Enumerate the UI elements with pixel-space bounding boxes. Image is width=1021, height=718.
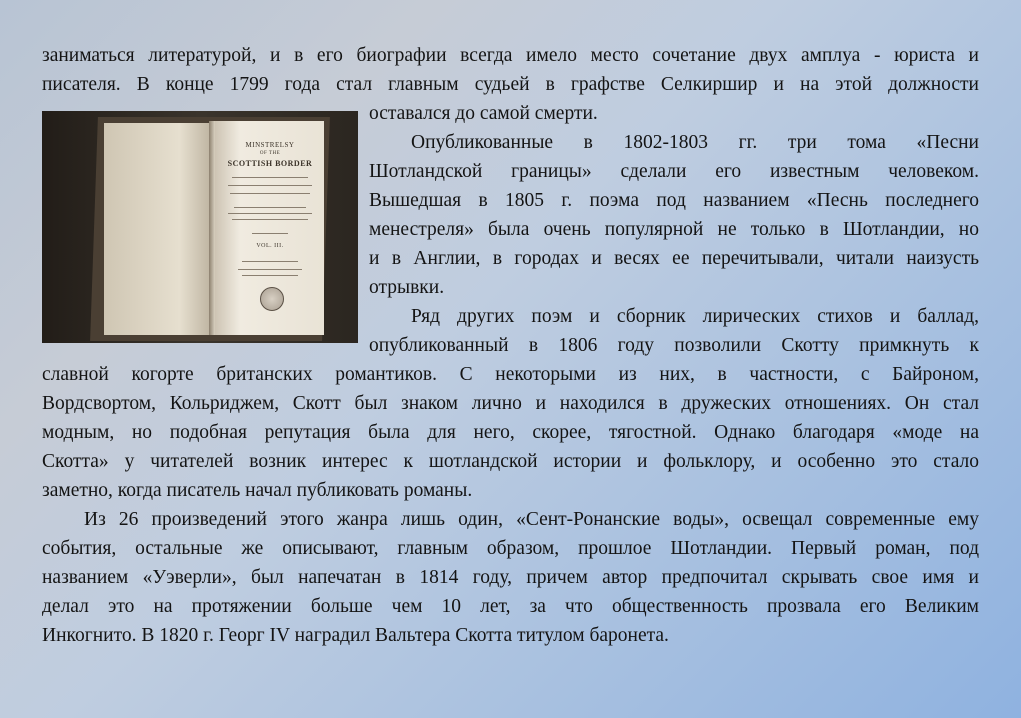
text-line: делал это на протяжении больше чем 10 лет, за что общественность прозвала его Великим [42,596,979,617]
text-line: Из 26 произведений этого жанра лишь один, «Сент-Ронанские воды», освещал современные ему [84,509,979,530]
text-line: Ряд других поэм и сборник лирических стихов и баллад, [411,306,979,327]
text-line: отрывки. [369,277,445,298]
text-line: менестреля» была очень популярной не только в Шотландии, но [369,219,979,240]
text-line: опубликованный в 1806 году позволили Скотту примкнуть к [369,335,979,356]
text-line: Вордсвортом, Кольриджем, Скотт был знаком лично и находился в дружеских отношениях. Он стал [42,393,979,414]
text-line: и в Англии, в городах и весях ее перечитывали, читали наизусть [369,248,979,269]
text-line: оставался до самой смерти. [369,103,598,124]
text-line: Инкогнито. В 1820 г. Георг IV наградил Вальтера Скотта титулом баронета. [42,625,669,646]
text-line: модным, но подобная репутация была для него, скорее, тягостной. Однако благодаря «моде на [42,422,979,443]
book-title-line-2: OF THE [259,151,281,156]
paragraph-4 [42,505,979,650]
paragraph-1-wide [42,41,979,99]
text-line: названием «Уэверли», был напечатан в 1814 году, причем автор предпочитал скрывать свое имя и [42,567,979,588]
printer-seal-icon [260,287,284,311]
book-volume-label: VOL. III. [256,243,284,249]
text-line: заниматься литературой, и в его биографии всегда имело место сочетание двух амплуа - юриста и [42,45,979,66]
text-line: Шотландской границы» сделали его известным человеком. [369,161,979,182]
text-line: Скотта» у читателей возник интерес к шотландской истории и фольклору, и особенно это стало [42,451,979,472]
text-line: заметно, когда писатель начал публиковать романы. [42,480,473,501]
book-title-line-1: MINSTRELSY [245,141,295,149]
paragraph-1-end [369,99,979,128]
text-line: писателя. В конце 1799 года стал главным судьей в графстве Селкиршир и на этой должности [42,74,979,95]
text-line: славной когорте британских романтиков. С некоторыми из них, в частности, с Байроном, [42,364,979,385]
text-line: события, остальные же описывают, главным образом, прошлое Шотландии. Первый роман, под [42,538,979,559]
text-line: Опубликованные в 1802-1803 гг. три тома «Песни [411,132,979,153]
paragraph-2 [369,128,979,302]
paragraph-3-narrow [369,302,979,360]
text-line: Вышедшая в 1805 г. поэма под названием «Песнь последнего [369,190,979,211]
paragraph-3-wide [42,360,979,505]
book-title-line-3: SCOTTISH BORDER [227,159,313,168]
book-photo [42,111,358,343]
